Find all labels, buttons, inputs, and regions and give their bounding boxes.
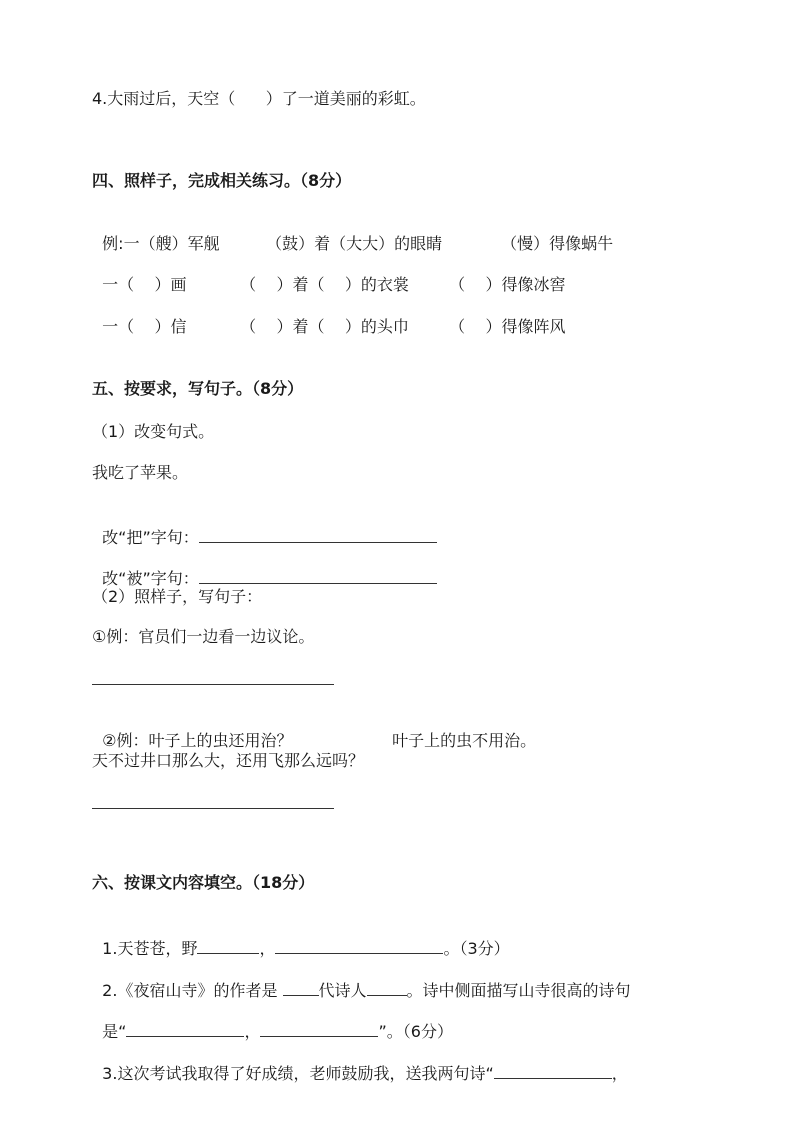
- section-4-row-2: [92, 294, 566, 338]
- q1-text-a: 1.天苍苍，野: [102, 939, 198, 958]
- section-5-heading: 五、按要求，写句子。（8分）: [92, 379, 304, 398]
- ba-label: 改“把”字句：: [102, 528, 199, 547]
- q2-poet-blank[interactable]: [367, 979, 407, 996]
- section-4-row-1: [92, 252, 566, 296]
- q3-text-a: 3.这次考试我取得了好成绩，老师鼓励我，送我两句诗“: [102, 1064, 494, 1083]
- q3-text-b: ，: [611, 1064, 628, 1083]
- ba-answer-blank[interactable]: [199, 526, 437, 543]
- q2-text-f: ”。（6分）: [378, 1022, 453, 1041]
- example-col-2: （鼓）着（大大）的眼睛: [266, 234, 443, 253]
- example-2-answer: 叶子上的虫不用治。: [392, 731, 537, 750]
- part-1-label: （1）改变句式。: [92, 422, 215, 441]
- example-2-row: [92, 708, 536, 752]
- fill-question-1: [92, 915, 510, 960]
- example-col-1: 例:一（艘）军舰: [102, 234, 220, 253]
- q1-blank-2[interactable]: [275, 937, 443, 954]
- q1-text-c: 。（3分）: [443, 939, 510, 958]
- row1-col-3: （ ）得像冰窖: [449, 275, 566, 294]
- fill-question-3: [92, 1040, 628, 1085]
- q2-line-blank-1[interactable]: [126, 1020, 244, 1037]
- row1-col-2: （ ）着（ ）的衣裳: [240, 275, 409, 294]
- section-6-heading: 六、按课文内容填空。（18分）: [92, 873, 315, 892]
- part-1-sentence: 我吃了苹果。: [92, 463, 189, 482]
- example-2-answer-line[interactable]: [92, 808, 334, 809]
- part-2-label: （2）照样子，写句子：: [92, 587, 263, 606]
- row2-col-2: （ ）着（ ）的头巾: [240, 317, 409, 336]
- q2-text-d: 是“: [102, 1022, 127, 1041]
- ba-sentence-row: [92, 504, 437, 549]
- q1-blank-1[interactable]: [197, 937, 259, 954]
- bei-answer-blank[interactable]: [199, 567, 437, 584]
- example-1: ①例：官员们一边看一边议论。: [92, 627, 315, 646]
- q3-blank-1[interactable]: [494, 1062, 612, 1079]
- row2-col-3: （ ）得像阵风: [449, 317, 566, 336]
- example-2-task: 天不过井口那么大，还用飞那么远吗？: [92, 751, 365, 770]
- q1-text-b: ，: [259, 939, 276, 958]
- example-2-question: ②例：叶子上的虫还用治？: [102, 731, 293, 750]
- bei-sentence-row: [92, 545, 437, 590]
- fill-question-2: [92, 957, 631, 1002]
- q2-dynasty-blank[interactable]: [283, 979, 319, 996]
- example-1-answer-line[interactable]: [92, 684, 334, 685]
- section-4-example-row: [92, 211, 613, 255]
- bei-label: 改“被”字句：: [102, 569, 199, 588]
- example-col-3: （慢）得像蜗牛: [501, 234, 614, 253]
- q2-line-blank-2[interactable]: [260, 1020, 378, 1037]
- q2-text-e: ，: [244, 1022, 261, 1041]
- row2-col-1: 一（ ）信: [102, 317, 187, 336]
- fill-question-2-cont: [92, 998, 453, 1043]
- question-4: 4.大雨过后，天空（ ）了一道美丽的彩虹。: [92, 89, 426, 108]
- section-4-heading: 四、照样子，完成相关练习。（8分）: [92, 171, 352, 190]
- q2-text-a: 2.《夜宿山寺》的作者是: [102, 981, 283, 1000]
- q2-text-b: 代诗人: [318, 981, 367, 1000]
- row1-col-1: 一（ ）画: [102, 275, 187, 294]
- q2-text-c: 。诗中侧面描写山寺很高的诗句: [406, 981, 631, 1000]
